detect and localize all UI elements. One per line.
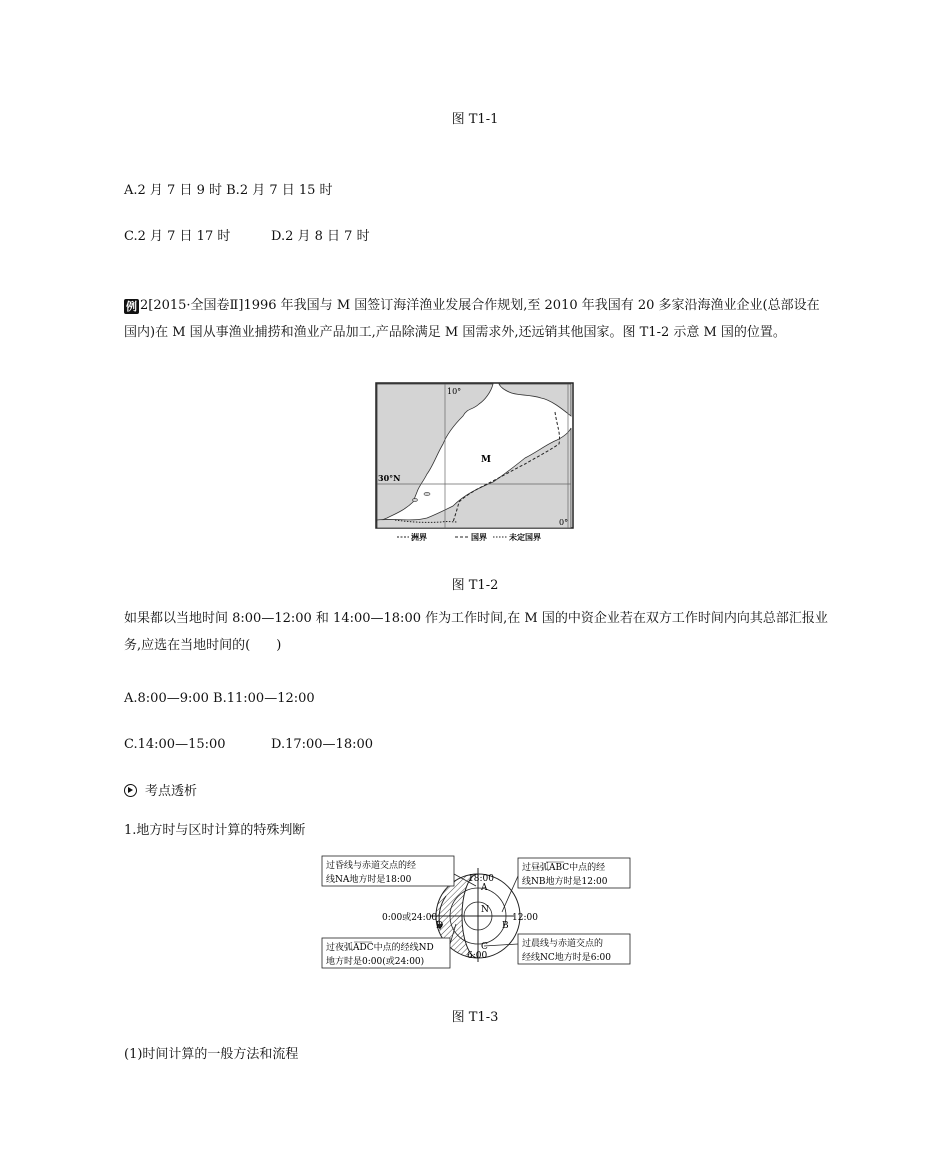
question1-option-c: C.2 月 7 日 17 时: [124, 229, 231, 244]
callout-tr-line1: 过昼弧ABC中点的经: [522, 863, 606, 873]
callout-bl-line2: 地方时是0:00(或24:00): [326, 957, 425, 967]
play-circle-icon: [124, 784, 137, 797]
figure-caption-t1-1: 图 T1-1: [451, 112, 499, 127]
callout-tr-line2: 线NB地方时是12:00: [522, 877, 608, 887]
map-label-m: M: [481, 455, 491, 465]
question1-options-ab: A.2 月 7 日 9 时 B.2 月 7 日 15 时: [124, 183, 333, 198]
question2-option-d: D.17:00—18:00: [271, 737, 374, 752]
point-d-label: D: [436, 921, 444, 931]
map-figure-m-country: [375, 382, 575, 542]
map-island-2: [413, 499, 418, 502]
callout-br-line1: 过晨线与赤道交点的: [522, 939, 604, 949]
question2-option-c: C.14:00—15:00: [124, 737, 226, 752]
map-island-1: [424, 492, 430, 495]
callout-tl-line1: 过昏线与赤道交点的经: [326, 861, 417, 871]
callout-tr-leader: [502, 876, 518, 912]
time-label-6: 6:00: [467, 951, 488, 961]
day-night-diagram: [318, 854, 634, 970]
legend-continent-label: 洲界: [411, 532, 427, 542]
question1-option-d: D.2 月 8 日 7 时: [271, 229, 370, 244]
section-heading: [124, 780, 197, 799]
subsection-title: (1)时间计算的一般方法和流程: [124, 1047, 299, 1062]
map-label-10deg: 10°: [447, 387, 462, 396]
example2-paragraph: [124, 292, 830, 346]
point-a-label: A: [481, 883, 488, 893]
figure-caption-t1-2: 图 T1-2: [451, 578, 499, 593]
map-label-0deg: 0°: [559, 518, 569, 527]
time-label-12: 12:00: [512, 913, 538, 923]
point-b-label: B: [502, 921, 509, 931]
example-badge: 例: [126, 300, 137, 313]
section-subtitle: 1.地方时与区时计算的特殊判断: [124, 823, 306, 838]
legend-undetermined-label: 未定国界: [509, 532, 541, 542]
question2-stem: 如果都以当地时间 8:00—12:00 和 14:00—18:00 作为工作时间,在 M 国的中资企业若在双方工作时间内向其总部汇报业务,应选在当地时间的( ): [124, 611, 828, 653]
question2-options-ab: A.8:00—9:00 B.11:00—12:00: [124, 691, 315, 706]
callout-br-leader: [484, 944, 518, 946]
map-label-30n: 30°N: [378, 473, 401, 483]
figure-caption-t1-3: 图 T1-3: [451, 1010, 499, 1025]
point-n-label: N: [481, 905, 489, 915]
callout-br-line2: 经线NC地方时是6:00: [522, 953, 611, 963]
callout-tl-line2: 线NA地方时是18:00: [326, 875, 412, 885]
time-label-18: 18:00: [468, 874, 494, 884]
point-c-label: C: [481, 942, 488, 952]
legend-national-label: 国界: [471, 532, 487, 542]
example2-text: 2[2015·全国卷Ⅱ]1996 年我国与 M 国签订海洋渔业发展合作规划,至 2010 年我国有 20 多家沿海渔业企业(总部设在国内)在 M 国从事渔业捕捞和渔业产品加工,产品除满足 M 国需求外,还远销其他国家。图 T1-2 示意 M 国的位置。: [124, 298, 820, 340]
section-title: 考点透析: [145, 784, 198, 799]
callout-bl-line1: 过夜弧ADC中点的经线ND: [326, 943, 434, 953]
time-label-0: 0:00或24:00: [382, 913, 438, 923]
